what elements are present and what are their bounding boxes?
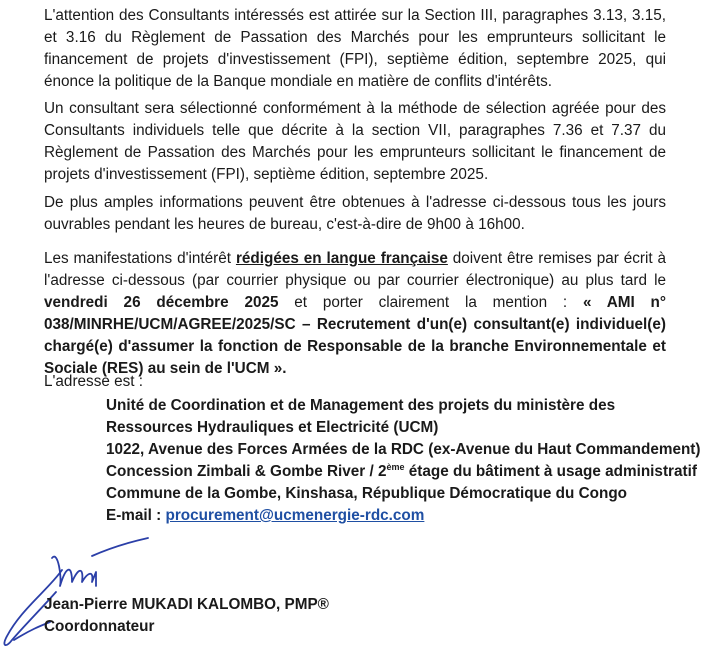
submission-deadline: vendredi 26 décembre 2025 xyxy=(44,294,279,311)
language-requirement: rédigées en langue française xyxy=(235,250,448,267)
submission-text-1: Les manifestations d'intérêt xyxy=(44,250,236,267)
paragraph-information: De plus amples informations peuvent être obtenues à l'adresse ci-dessous tous les jours ouvrables pendant les heures de bureau, c'est-à-dire de 9h00 à 16h00. xyxy=(44,194,666,233)
signatory-name: Jean-Pierre MUKADI KALOMBO, PMP® xyxy=(44,596,329,613)
submission-text-3: et porter clairement la mention : xyxy=(278,294,583,311)
submission-mention: « AMI n° 038/MINRHE/UCM/AGREE/2025/SC – Recrutement d'un(e) consultant(e) individuel(e) chargé(e) d'assumer la fonction de Responsable de la branche Environnementale et Sociale (RES) au sein de l'UCM ». xyxy=(44,294,666,377)
address-organization: Unité de Coordination et de Management des projets du ministère des Ressources Hydrauliques et Electricité (UCM) xyxy=(106,397,616,436)
paragraph-selection-method: Un consultant sera sélectionné conformément à la méthode de sélection agréée pour des Consultants individuels telle que décrite à la section VII, paragraphes 7.36 et 7.37 du Règlement de Passation des Marchés pour les emprunteurs sollicitant le financement de projets d'investissement (FPI), septième édition, septembre 2025. xyxy=(44,100,666,183)
address-floor-suffix: ème xyxy=(386,462,405,472)
address-intro: L'adresse est : xyxy=(44,373,144,390)
address-block xyxy=(106,395,701,527)
address-building xyxy=(106,461,697,483)
address-email-line xyxy=(106,505,626,527)
email-link[interactable]: procurement@ucmenergie-rdc.com xyxy=(165,507,425,524)
address-street: 1022, Avenue des Forces Armées de la RDC (ex-Avenue du Haut Commandement) xyxy=(106,441,701,458)
paragraph-conflict-of-interest: L'attention des Consultants intéressés est attirée sur la Section III, paragraphes 3.13, 3.15, et 3.16 du Règlement de Passation des Marchés pour les emprunteurs sollicitant le financement de projets d'investissement (FPI), septième édition, septembre 2025, qui énonce la politique de la Banque mondiale en matière de conflits d'intérêts. xyxy=(44,7,666,90)
address-building-part2: étage du bâtiment à usage administratif xyxy=(404,463,697,480)
address-commune: Commune de la Gombe, Kinshasa, République Démocratique du Congo xyxy=(106,485,628,502)
email-label: E-mail : xyxy=(106,507,166,524)
address-building-part1: Concession Zimbali & Gombe River / 2 xyxy=(106,463,387,480)
signatory-title: Coordonnateur xyxy=(44,618,155,635)
paragraph-submission xyxy=(44,248,666,380)
signature-block xyxy=(44,594,329,638)
submission-text-2: doivent être remises par écrit à l'adresse ci-dessous (par courrier physique ou par courrier électronique) au plus tard le xyxy=(44,250,666,289)
